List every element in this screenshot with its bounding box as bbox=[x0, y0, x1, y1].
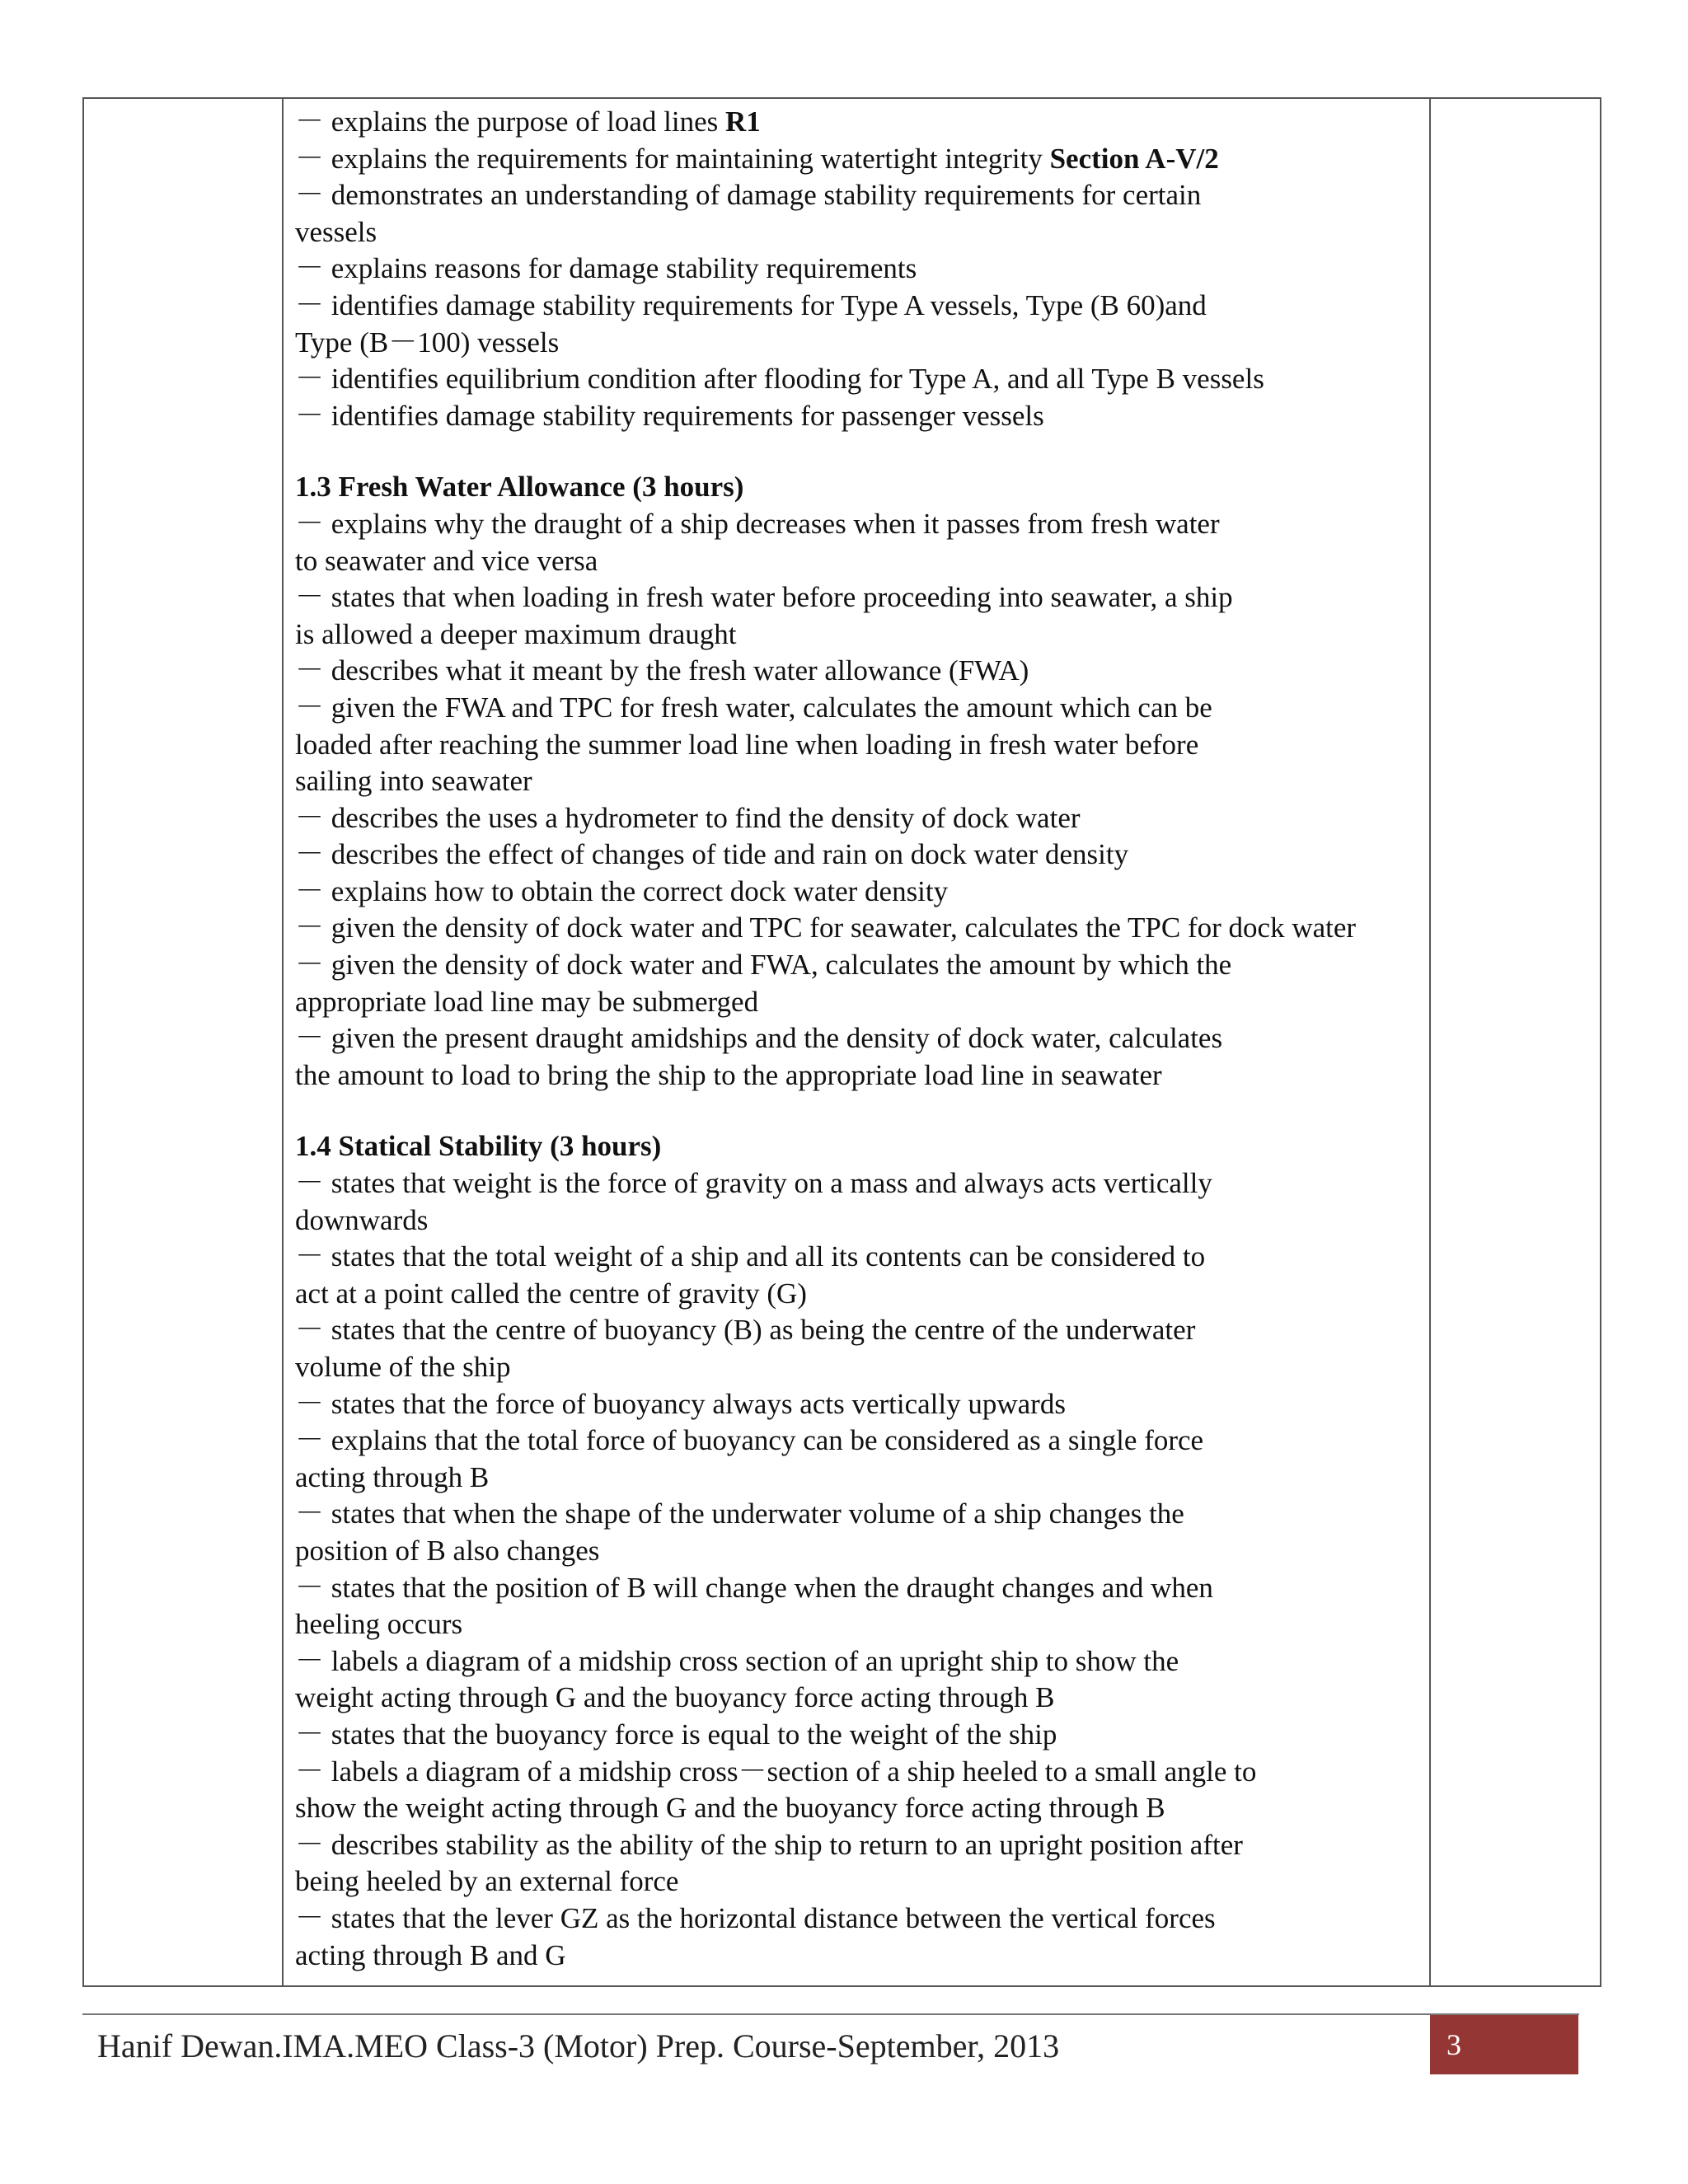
list-item: － describes the uses a hydrometer to find the density of dock water bbox=[295, 801, 1081, 834]
list-item: － states that the buoyancy force is equal to the weight of the ship bbox=[295, 1718, 1057, 1750]
load-lines-list bbox=[295, 104, 1424, 434]
list-item: － describes what it meant by the fresh water allowance (FWA) bbox=[295, 654, 1029, 687]
list-item bbox=[295, 104, 1424, 141]
table-content-cell bbox=[295, 104, 1424, 1974]
list-item-text: － explains the purpose of load lines bbox=[295, 105, 725, 138]
list-item-text: vessels bbox=[295, 215, 377, 248]
list-item: position of B also changes bbox=[295, 1534, 600, 1567]
list-item bbox=[295, 325, 1424, 362]
list-item: － labels a diagram of a midship cross section of an upright ship to show the bbox=[295, 1644, 1179, 1677]
list-item: － explains that the total force of buoyancy can be considered as a single force bbox=[295, 1424, 1204, 1457]
list-item: heeling occurs bbox=[295, 1608, 463, 1641]
list-item: acting through B and G bbox=[295, 1938, 566, 1971]
list-item bbox=[295, 177, 1424, 214]
list-item: － explains why the draught of a ship decreases when it passes from fresh water bbox=[295, 507, 1220, 540]
list-item: － given the FWA and TPC for fresh water, calculates the amount which can be bbox=[295, 691, 1212, 724]
list-item: － given the density of dock water and TPC for seawater, calculates the TPC for dock water bbox=[295, 912, 1357, 944]
list-item: appropriate load line may be submerged bbox=[295, 985, 759, 1018]
reference-code: Section A-V/2 bbox=[1049, 142, 1219, 175]
list-item: － states that when the shape of the underwater volume of a ship changes the bbox=[295, 1497, 1184, 1530]
fresh-water-list bbox=[295, 506, 1424, 1094]
list-item bbox=[295, 251, 1424, 288]
list-item bbox=[295, 141, 1424, 178]
reference-code: R1 bbox=[724, 105, 761, 138]
list-item: show the weight acting through G and the buoyancy force acting through B bbox=[295, 1792, 1165, 1825]
footer-course-title: Hanif Dewan.IMA.MEO Class-3 (Motor) Prep. Course-September, 2013 bbox=[97, 2027, 1060, 2064]
section-heading-fresh-water: 1.3 Fresh Water Allowance (3 hours) bbox=[295, 471, 744, 504]
list-item: sailing into seawater bbox=[295, 765, 532, 798]
list-item: weight acting through G and the buoyancy force acting through B bbox=[295, 1681, 1055, 1714]
list-item-text: － demonstrates an understanding of damage stability requirements for certain bbox=[295, 179, 1202, 212]
list-item: － given the present draught amidships and the density of dock water, calculates bbox=[295, 1022, 1223, 1055]
list-item: － labels a diagram of a midship cross－section of a ship heeled to a small angle to bbox=[295, 1755, 1257, 1788]
list-item: － states that weight is the force of gravity on a mass and always acts vertically bbox=[295, 1167, 1212, 1200]
list-item bbox=[295, 214, 1424, 251]
list-item: act at a point called the centre of gravity (G) bbox=[295, 1277, 807, 1310]
list-item bbox=[295, 398, 1424, 435]
list-item-text: － explains the requirements for maintaining watertight integrity bbox=[295, 142, 1050, 175]
column-divider-2 bbox=[1429, 99, 1431, 1985]
list-item: － states that the force of buoyancy always acts vertically upwards bbox=[295, 1387, 1066, 1420]
list-item-text: － explains reasons for damage stability requirements bbox=[295, 252, 917, 285]
list-item: － states that the centre of buoyancy (B) as being the centre of the underwater bbox=[295, 1314, 1196, 1347]
list-item-text: Type (B－100) vessels bbox=[295, 326, 560, 359]
list-item bbox=[295, 288, 1424, 325]
column-divider-1 bbox=[282, 99, 284, 1985]
list-item: volume of the ship bbox=[295, 1351, 511, 1383]
footer-divider bbox=[82, 2013, 1579, 2015]
list-item: being heeled by an external force bbox=[295, 1865, 679, 1898]
list-item: the amount to load to bring the ship to the appropriate load line in seawater bbox=[295, 1058, 1162, 1091]
list-item: acting through B bbox=[295, 1460, 490, 1493]
list-item: － describes stability as the ability of the ship to return to an upright position after bbox=[295, 1828, 1243, 1861]
list-item-text: － identifies damage stability requirements for passenger vessels bbox=[295, 399, 1044, 432]
list-item: － describes the effect of changes of tide and rain on dock water density bbox=[295, 838, 1129, 871]
list-item: － states that when loading in fresh water before proceeding into seawater, a ship bbox=[295, 581, 1233, 614]
statical-stability-list bbox=[295, 1165, 1424, 1974]
list-item: － explains how to obtain the correct dock water density bbox=[295, 874, 949, 907]
list-item: loaded after reaching the summer load line when loading in fresh water before bbox=[295, 728, 1199, 761]
list-item: downwards bbox=[295, 1203, 429, 1236]
list-item bbox=[295, 361, 1424, 398]
list-item: is allowed a deeper maximum draught bbox=[295, 617, 737, 650]
section-heading-statical-stability: 1.4 Statical Stability (3 hours) bbox=[295, 1130, 662, 1163]
list-item: － states that the lever GZ as the horizontal distance between the vertical forces bbox=[295, 1901, 1216, 1934]
list-item: － states that the total weight of a ship and all its contents can be considered to bbox=[295, 1240, 1206, 1273]
page-number: 3 bbox=[1447, 2028, 1461, 2061]
list-item: to seawater and vice versa bbox=[295, 544, 598, 577]
list-item-text: － identifies equilibrium condition after flooding for Type A, and all Type B vessels bbox=[295, 363, 1264, 396]
list-item-text: － identifies damage stability requirements for Type A vessels, Type (B 60)and bbox=[295, 288, 1207, 321]
list-item: － given the density of dock water and FWA, calculates the amount by which the bbox=[295, 949, 1232, 982]
list-item: － states that the position of B will change when the draught changes and when bbox=[295, 1571, 1213, 1604]
page-number-badge bbox=[1430, 2015, 1578, 2074]
